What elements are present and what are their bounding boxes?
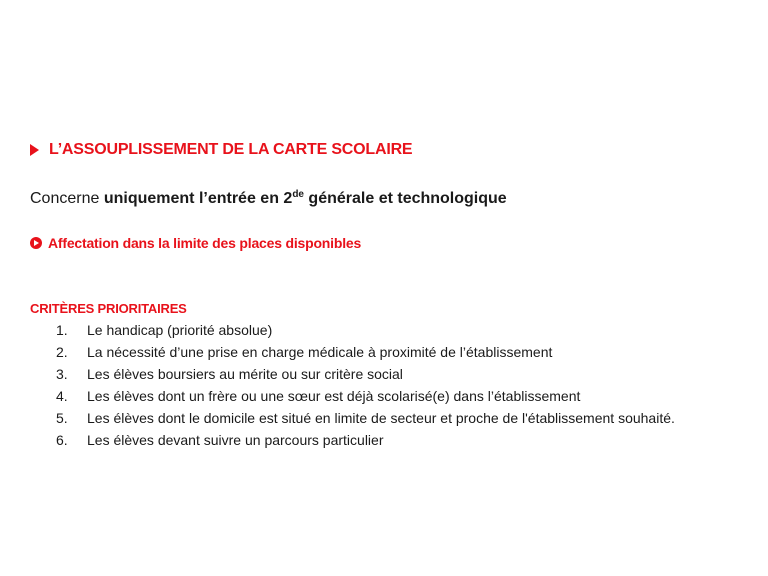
list-item [56, 385, 675, 407]
concerne-line [30, 189, 507, 208]
affectation-line [30, 235, 361, 251]
list-item-number: 2. [56, 344, 68, 360]
list-item-text: Les élèves dont un frère ou une sœur est déjà scolarisé(e) dans l’établissement [87, 388, 581, 404]
arrow-bullet-icon [30, 144, 39, 156]
list-item [56, 319, 675, 341]
list-item [56, 363, 675, 385]
criteres-list [56, 319, 675, 451]
list-item-number: 3. [56, 366, 68, 382]
list-item-text: Les élèves dont le domicile est situé en limite de secteur et proche de l'établissement souhaité. [87, 410, 675, 426]
round-arrow-icon [30, 237, 42, 249]
list-item-number: 6. [56, 432, 68, 448]
list-item-text: Les élèves boursiers au mérite ou sur critère social [87, 366, 403, 382]
list-item [56, 341, 675, 363]
list-item-text: Les élèves devant suivre un parcours particulier [87, 432, 384, 448]
concerne-bold-part-1: uniquement l’entrée en 2 [103, 190, 293, 207]
criteres-title: CRITÈRES PRIORITAIRES [30, 301, 187, 316]
section-heading-text: L’ASSOUPLISSEMENT DE LA CARTE SCOLAIRE [49, 141, 413, 158]
list-item-number: 4. [56, 388, 68, 404]
concerne-prefix: Concerne [30, 190, 104, 207]
concerne-bold-part-2: générale et technologique [303, 190, 507, 207]
list-item-text: Le handicap (priorité absolue) [87, 322, 273, 338]
list-item-number: 1. [56, 322, 68, 338]
list-item [56, 429, 675, 451]
list-item-text: La nécessité d’une prise en charge médicale à proximité de l’établissement [87, 344, 553, 360]
section-heading [30, 141, 412, 159]
list-item [56, 407, 675, 429]
concerne-superscript: de [292, 189, 304, 200]
list-item-number: 5. [56, 410, 68, 426]
affectation-text: Affectation dans la limite des places disponibles [48, 235, 362, 251]
